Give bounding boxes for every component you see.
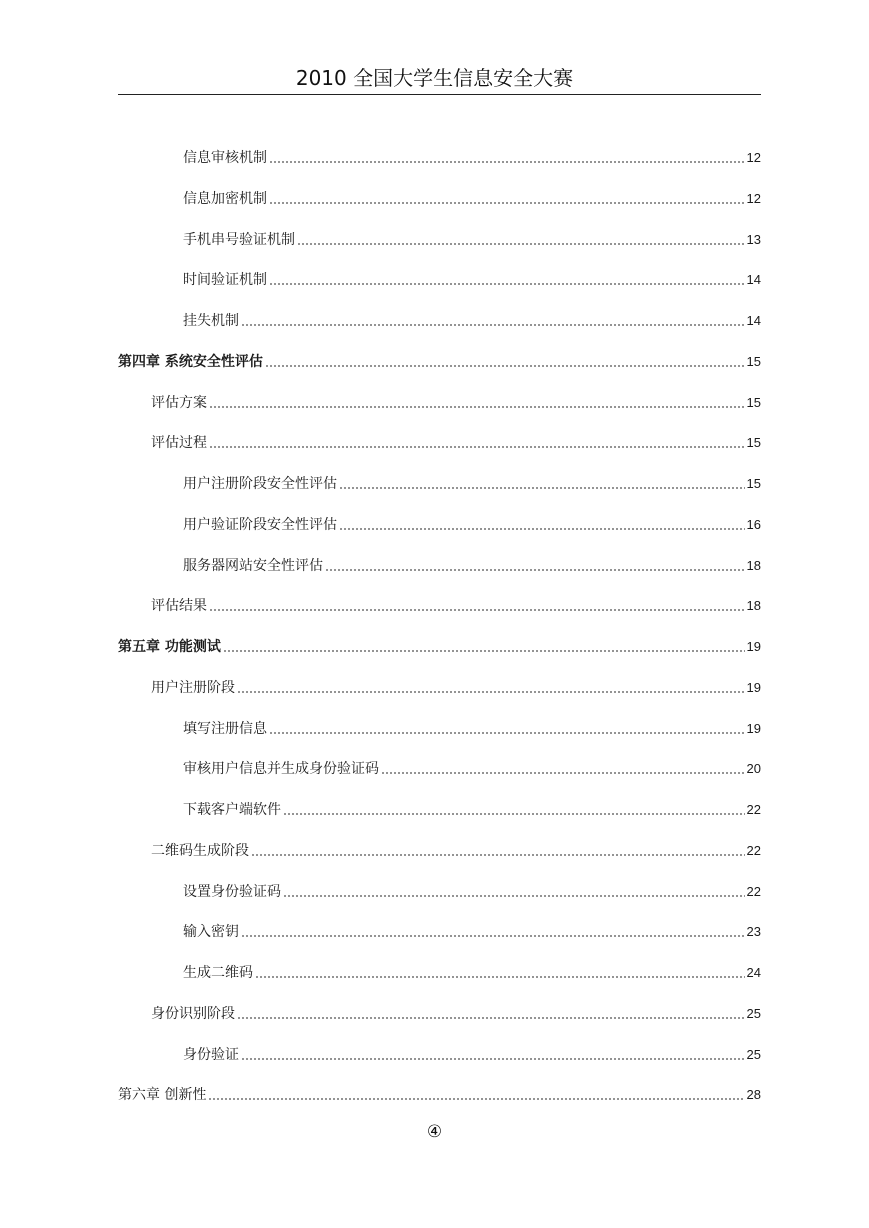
toc-entry-page-number: 22	[746, 883, 761, 899]
toc-entry-label: 评估过程	[151, 435, 207, 452]
toc-dot-leader	[265, 365, 745, 367]
toc-entry-label: 审核用户信息并生成身份验证码	[183, 761, 379, 778]
toc-entry-page-number: 12	[746, 190, 761, 206]
toc-dot-leader	[223, 650, 745, 652]
toc-entry-page-number: 15	[746, 435, 761, 451]
page-number: ④	[426, 1122, 443, 1142]
toc-entry[interactable]	[183, 716, 761, 738]
toc-entry-page-number: 20	[746, 761, 761, 777]
toc-entry-label: 身份识别阶段	[151, 1005, 235, 1022]
toc-entry-page-number: 18	[746, 557, 761, 573]
toc-entry-label: 手机串号验证机制	[183, 231, 295, 248]
toc-entry-page-number: 25	[746, 1046, 761, 1062]
toc-entry[interactable]	[151, 390, 761, 412]
toc-entry-page-number: 15	[746, 394, 761, 410]
toc-entry-page-number: 18	[746, 598, 761, 614]
toc-entry[interactable]	[183, 960, 761, 982]
toc-dot-leader	[269, 283, 745, 285]
toc-dot-leader	[269, 202, 745, 204]
toc-entry-page-number: 14	[746, 313, 761, 328]
toc-entry[interactable]	[151, 593, 761, 615]
toc-entry-page-number: 14	[746, 272, 761, 288]
toc-entry-label: 用户注册阶段	[151, 679, 235, 696]
toc-entry-page-number: 16	[746, 516, 761, 532]
toc-entry-label: 下载客户端软件	[183, 802, 281, 818]
toc-entry-page-number: 19	[746, 639, 761, 654]
toc-entry[interactable]	[183, 267, 761, 289]
toc-dot-leader	[241, 935, 745, 937]
toc-entry-label: 生成二维码	[183, 965, 253, 981]
toc-entry-label: 用户验证阶段安全性评估	[183, 516, 337, 533]
header-divider	[118, 94, 761, 95]
toc-entry-label: 第五章 功能测试	[118, 639, 221, 655]
toc-dot-leader	[325, 569, 745, 571]
toc-entry[interactable]	[183, 797, 761, 819]
toc-dot-leader	[283, 895, 745, 897]
toc-entry-label: 身份验证	[183, 1046, 239, 1063]
toc-entry-page-number: 15	[746, 353, 761, 369]
toc-entry-page-number: 13	[746, 231, 761, 247]
toc-entry[interactable]	[183, 227, 761, 249]
toc-entry-label: 信息加密机制	[183, 190, 267, 207]
toc-entry[interactable]	[183, 553, 761, 575]
toc-dot-leader	[209, 609, 745, 611]
toc-entry-page-number: 15	[746, 476, 761, 491]
toc-entry-page-number: 19	[746, 679, 761, 695]
toc-entry[interactable]	[118, 634, 761, 656]
toc-entry-page-number: 22	[746, 842, 761, 858]
toc-entry[interactable]	[183, 186, 761, 208]
toc-dot-leader	[241, 1058, 745, 1060]
toc-dot-leader	[297, 243, 745, 245]
toc-entry[interactable]	[183, 879, 761, 901]
toc-entry[interactable]	[183, 756, 761, 778]
toc-dot-leader	[209, 446, 745, 448]
toc-entry[interactable]	[183, 512, 761, 534]
toc-entry[interactable]	[151, 675, 761, 697]
toc-entry[interactable]	[118, 1082, 761, 1104]
toc-entry-label: 服务器网站安全性评估	[183, 557, 323, 574]
toc-dot-leader	[339, 487, 745, 489]
toc-dot-leader	[251, 854, 745, 856]
toc-entry-page-number: 22	[746, 802, 761, 817]
toc-dot-leader	[209, 406, 745, 408]
toc-entry-page-number: 23	[746, 924, 761, 940]
toc-dot-leader	[237, 1017, 745, 1019]
toc-dot-leader	[208, 1098, 744, 1100]
toc-entry-label: 填写注册信息	[183, 720, 267, 737]
toc-entry-label: 用户注册阶段安全性评估	[183, 476, 337, 492]
toc-dot-leader	[269, 161, 745, 163]
toc-entry-label: 第四章 系统安全性评估	[118, 353, 263, 370]
toc-entry-label: 评估方案	[151, 394, 207, 411]
toc-entry[interactable]	[118, 349, 761, 371]
toc-entry-label: 二维码生成阶段	[151, 842, 249, 859]
toc-entry-label: 输入密钥	[183, 924, 239, 941]
document-header-title: 2010 全国大学生信息安全大赛	[295, 66, 574, 90]
toc-entry[interactable]	[183, 471, 761, 493]
toc-dot-leader	[269, 732, 745, 734]
toc-entry[interactable]	[151, 1001, 761, 1023]
toc-entry[interactable]	[183, 919, 761, 941]
toc-entry[interactable]	[183, 308, 761, 330]
toc-entry[interactable]	[151, 430, 761, 452]
toc-entry-label: 信息审核机制	[183, 150, 267, 166]
toc-entry[interactable]	[183, 1042, 761, 1064]
toc-entry-label: 时间验证机制	[183, 272, 267, 289]
toc-dot-leader	[283, 813, 745, 815]
toc-entry-label: 设置身份验证码	[183, 883, 281, 900]
toc-dot-leader	[241, 324, 745, 326]
toc-entry-label: 第六章 创新性	[118, 1087, 207, 1104]
toc-entry-page-number: 24	[746, 965, 761, 980]
toc-entry-page-number: 19	[746, 720, 761, 736]
toc-dot-leader	[381, 772, 745, 774]
toc-entry-label: 挂失机制	[183, 313, 239, 329]
toc-dot-leader	[237, 691, 745, 693]
toc-entry[interactable]	[183, 145, 761, 167]
toc-dot-leader	[339, 528, 745, 530]
toc-entry-label: 评估结果	[151, 598, 207, 615]
toc-entry-page-number: 28	[746, 1087, 761, 1103]
toc-entry-page-number: 12	[746, 150, 761, 165]
toc-entry[interactable]	[151, 838, 761, 860]
toc-dot-leader	[255, 976, 745, 978]
toc-entry-page-number: 25	[746, 1005, 761, 1021]
